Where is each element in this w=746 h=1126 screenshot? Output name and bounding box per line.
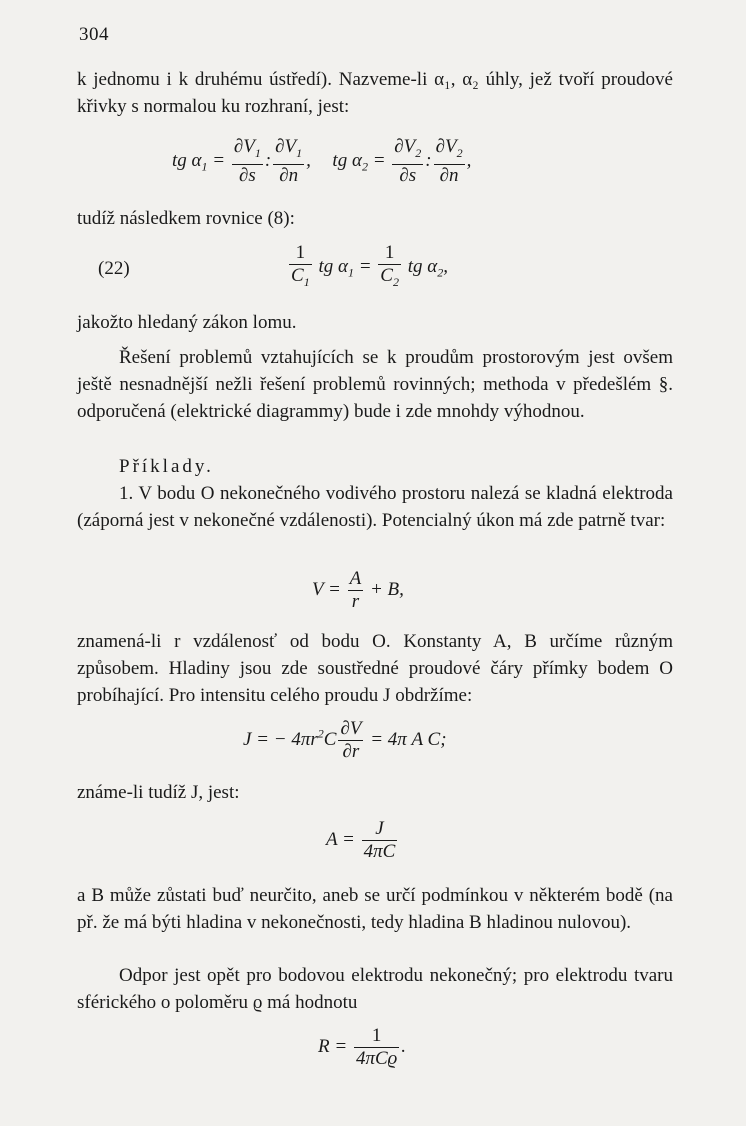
equation-tangent-alphas: tg $\alpha_1$ = $\frac{\partial V_1}{\partial s}$ : $\frac{\partial V_1}{\partial n}$ , tg $\alpha_2$ = $\frac{\partial V_2}{\partial s}$ : $\frac{\partial V_2}{\partial n}$ , bbox=[172, 136, 472, 186]
equation-potential: V = $\frac{A}{r}$ + B, bbox=[312, 568, 404, 612]
paragraph-resistance: Odpor jest opět pro bodovou elektrodu nekonečný; pro elektrodu tvaru sférického o poloměru ϱ má hodnotu bbox=[77, 965, 673, 1013]
paragraph-intro: k jednomu i k druhému ústředí). Nazveme-li α₁, α₂ úhly, jež tvoří proudové křivky s normalou ku rozhraní, jest: bbox=[77, 69, 673, 117]
paragraph-example-1: 1. V bodu O nekonečného vodivého prostoru nalezá se kladná elektroda (záporná jest v nekonečné vzdálenosti). Potencialný úkon má zde patrně tvar: bbox=[77, 483, 673, 531]
equation-current-intensity: J = − $4\pi r^2C$ $\frac{\partial V}{\partial r}$ = 4π A C; bbox=[243, 718, 447, 762]
equation-refraction-law: $\frac{1}{C_1}$ tg $\alpha_1$ = $\frac{1}{C_2}$ tg $\alpha_2$, bbox=[287, 242, 448, 293]
equation-constant-A: A = $\frac{J}{4\pi C}$ bbox=[326, 818, 396, 862]
paragraph-constant-B: a B může zůstati buď neurčito, aneb se určí podmínkou v některém bodě (na př. že má býti hladina v nekonečnosti, tedy hladina B hladinou nulovou). bbox=[77, 885, 673, 933]
paragraph-constants: znamená-li r vzdálenosť od bodu O. Konstanty A, B určíme různým způsobem. Hladiny jsou zde soustředné proudové čáry přímky bodem O probíhající. Pro intensitu celého proudu J obdržíme: bbox=[77, 631, 673, 706]
paragraph-spatial-problems: Řešení problemů vztahujících se k proudům prostorovým jest ovšem ještě nesnadnější nežli řešení problemů rovinných; methoda v předešlém §. odporučená (elektrické diagrammy) bude i zde mnohdy výhodnou. bbox=[77, 347, 673, 422]
paragraph-knowing-J: známe-li tudíž J, jest: bbox=[77, 782, 240, 803]
equation-number-22: (22) bbox=[98, 258, 130, 279]
equation-resistance: R = $\frac{1}{\text{4πCϱ}}$ . bbox=[318, 1025, 407, 1069]
paragraph-therefore: tudíž následkem rovnice (8): bbox=[77, 208, 295, 229]
page-number: 304 bbox=[79, 24, 109, 45]
paragraph-law-of-refraction: jakožto hledaný zákon lomu. bbox=[77, 312, 297, 333]
heading-examples: Příklady. bbox=[119, 456, 214, 477]
